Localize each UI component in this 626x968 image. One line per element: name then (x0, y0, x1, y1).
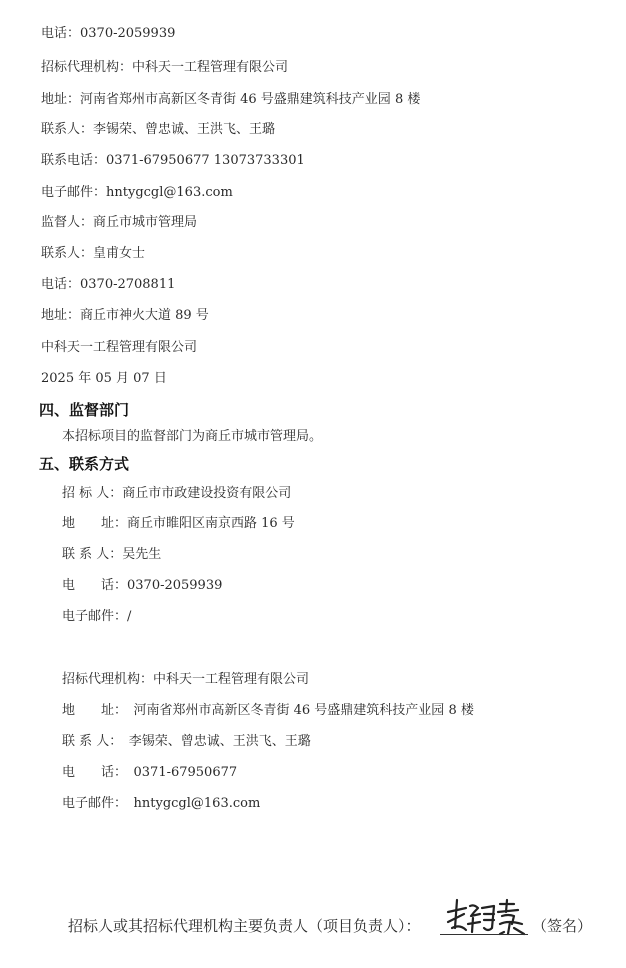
agency2-email-line: 电子邮件： hntygcgl@163.com (62, 796, 261, 811)
supervisor-contact-line: 联系人：皇甫女士 (41, 246, 146, 261)
agency-contacts-line: 联系人：李锡荣、曾忠诚、王洪飞、王璐 (41, 122, 276, 137)
date-line: 2025 年 05 月 07 日 (41, 371, 167, 386)
supervisor-phone-line: 电话：0370-2708811 (41, 277, 176, 292)
agency2-address-line: 地 址： 河南省郑州市高新区冬青街 46 号盛鼎建筑科技产业园 8 楼 (62, 703, 474, 718)
phone-line: 电话：0370-2059939 (41, 26, 176, 41)
supervisor-address-line: 地址：商丘市神火大道 89 号 (41, 308, 209, 323)
section4-heading: 四、监督部门 (39, 401, 130, 419)
agency-address-line: 地址：河南省郑州市高新区冬青街 46 号盛鼎建筑科技产业园 8 楼 (41, 92, 421, 107)
signature-underline (440, 934, 528, 935)
supervisor-line: 监督人：商丘市城市管理局 (41, 215, 198, 230)
agency-email-line: 电子邮件：hntygcgl@163.com (41, 185, 233, 200)
footer-label: 招标人或其招标代理机构主要负责人（项目负责人）： (68, 917, 421, 935)
agency-phone-line: 联系电话：0371-67950677 13073733301 (41, 153, 305, 168)
section5-heading: 五、联系方式 (39, 455, 130, 473)
tenderer-phone-line: 电 话：0370-2059939 (62, 578, 223, 593)
section4-text: 本招标项目的监督部门为商丘市城市管理局。 (62, 429, 323, 444)
tenderer-address-line: 地 址：商丘市睢阳区南京西路 16 号 (62, 516, 295, 531)
agency2-contacts-line: 联 系 人： 李锡荣、曾忠诚、王洪飞、王璐 (62, 734, 311, 749)
tenderer-contact-line: 联 系 人：吴先生 (62, 547, 162, 562)
footer-suffix: （签名） (532, 917, 593, 935)
tenderer-name-line: 招 标 人：商丘市市政建设投资有限公司 (62, 486, 292, 501)
handwritten-signature (444, 898, 528, 936)
issuer-line: 中科天一工程管理有限公司 (41, 340, 198, 355)
agency2-name-line: 招标代理机构：中科天一工程管理有限公司 (62, 672, 310, 687)
agency2-phone-line: 电 话： 0371-67950677 (62, 765, 238, 780)
agency-name-line: 招标代理机构：中科天一工程管理有限公司 (41, 60, 289, 75)
tenderer-email-line: 电子邮件：/ (62, 609, 132, 624)
